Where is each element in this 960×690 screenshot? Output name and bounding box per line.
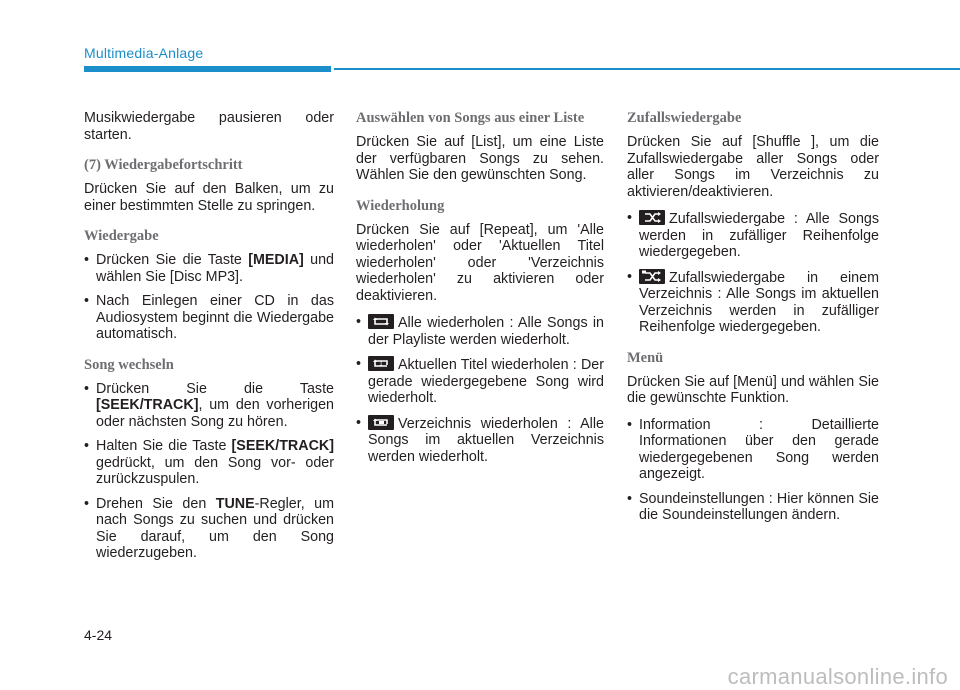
item-text: und wählen Sie [Disc MP3].	[96, 252, 334, 285]
list-item	[84, 252, 334, 285]
section-title: Multimedia-Anlage	[84, 45, 204, 61]
playback-heading: Wiedergabe	[84, 228, 159, 244]
item-text: -Regler, um nach Songs zu suchen und drücken Sie darauf, um den Song wiederzugeben.	[96, 495, 334, 561]
item-text: gedrückt, um den Song vor- oder zurückzuspulen.	[96, 454, 334, 487]
list-item: • Soundeinstellungen : Hier können Sie die Soundeinstellungen ändern.	[627, 491, 879, 524]
header-rule-thin	[334, 68, 960, 70]
svg-text:1: • 1	[379, 360, 383, 368]
header-rule-thick	[84, 66, 331, 72]
playback-list	[84, 252, 334, 343]
select-songs-paragraph: Drücken Sie auf [List], um eine Liste der verfügbaren Songs zu sehen. Wählen Sie den gewünschten Song.	[356, 134, 604, 183]
item-text: Drücken Sie die Taste	[96, 252, 249, 268]
list-item: • Nach Einlegen einer CD in das Audiosystem beginnt die Wiedergabe automatisch.	[84, 293, 334, 343]
change-song-list	[84, 381, 334, 562]
column-3	[627, 110, 879, 534]
progress-paragraph: Drücken Sie auf den Balken, um zu einer bestimmten Stelle zu springen.	[84, 181, 334, 214]
menu-paragraph: Drücken Sie auf [Menü] und wählen Sie die gewünschte Funktion.	[627, 373, 879, 406]
key-label: [MEDIA]	[248, 252, 304, 268]
list-item	[627, 269, 879, 336]
list-item	[356, 415, 604, 466]
shuffle-list	[627, 210, 879, 336]
shuffle-icon	[639, 210, 665, 225]
repeat-list	[356, 314, 604, 465]
repeat-all-icon	[368, 314, 394, 329]
menu-heading: Menü	[627, 349, 664, 366]
shuffle-paragraph: Drücken Sie auf [Shuffle ], um die Zufallswiedergabe aller Songs oder aller Songs im Verzeichnis zu aktivieren/deaktivieren.	[627, 134, 879, 200]
key-label: [SEEK/TRACK]	[96, 397, 199, 413]
shuffle-heading: Zufallswiedergabe	[627, 110, 742, 126]
item-text: Zufallswiedergabe in einem Verzeichnis : Alle Songs im aktuellen Verzeichnis werden in zufälliger Reihenfolge wiedergegeben.	[639, 269, 879, 335]
list-item	[627, 210, 879, 261]
repeat-one-icon	[368, 356, 394, 371]
list-item	[84, 381, 334, 431]
item-text: Aktuellen Titel wiederholen : Der gerade wiedergegebene Song wird wiederholt.	[368, 357, 604, 406]
select-songs-heading: Auswählen von Songs aus einer Liste	[356, 110, 585, 126]
list-item	[356, 314, 604, 348]
column-1	[84, 110, 334, 572]
item-text: , um den vorherigen oder nächsten Song zu hören.	[96, 397, 334, 430]
menu-list	[627, 417, 879, 524]
list-item	[356, 356, 604, 407]
item-text: Drücken Sie die Taste	[96, 380, 334, 397]
list-item	[84, 438, 334, 488]
list-item	[84, 496, 334, 562]
list-item: • Information : Detaillierte Informationen über den gerade wiedergegebenen Song werden angezeigt.	[627, 417, 879, 483]
item-text: Halten Sie die Taste	[96, 438, 232, 454]
intro-paragraph: Musikwiedergabe pausieren oder starten.	[84, 110, 334, 143]
repeat-paragraph: Drücken Sie auf [Repeat], um 'Alle wiederholen' oder 'Aktuellen Titel wiederholen' oder 'Verzeichnis wiederholen' zu aktivieren oder deaktivieren.	[356, 221, 604, 304]
column-2	[356, 110, 604, 475]
repeat-folder-icon	[368, 415, 394, 430]
repeat-heading: Wiederholung	[356, 197, 445, 214]
item-text: Drehen Sie den	[96, 495, 216, 512]
shuffle-folder-icon	[639, 269, 665, 284]
item-text: Verzeichnis wiederholen : Alle Songs im aktuellen Verzeichnis werden wiederholt.	[368, 415, 604, 465]
key-label: [SEEK/TRACK]	[231, 438, 334, 454]
page-number: 4-24	[84, 627, 113, 643]
change-song-heading: Song wechseln	[84, 356, 174, 373]
progress-heading: (7) Wiedergabefortschritt	[84, 157, 243, 173]
watermark: carmanualsonline.info	[727, 664, 948, 689]
item-text: Zufallswiedergabe : Alle Songs werden in zufälliger Reihenfolge wiedergegeben.	[639, 211, 879, 260]
key-label: TUNE	[215, 495, 255, 512]
item-text: Alle wiederholen : Alle Songs in der Playliste werden wiederholt.	[368, 315, 604, 348]
